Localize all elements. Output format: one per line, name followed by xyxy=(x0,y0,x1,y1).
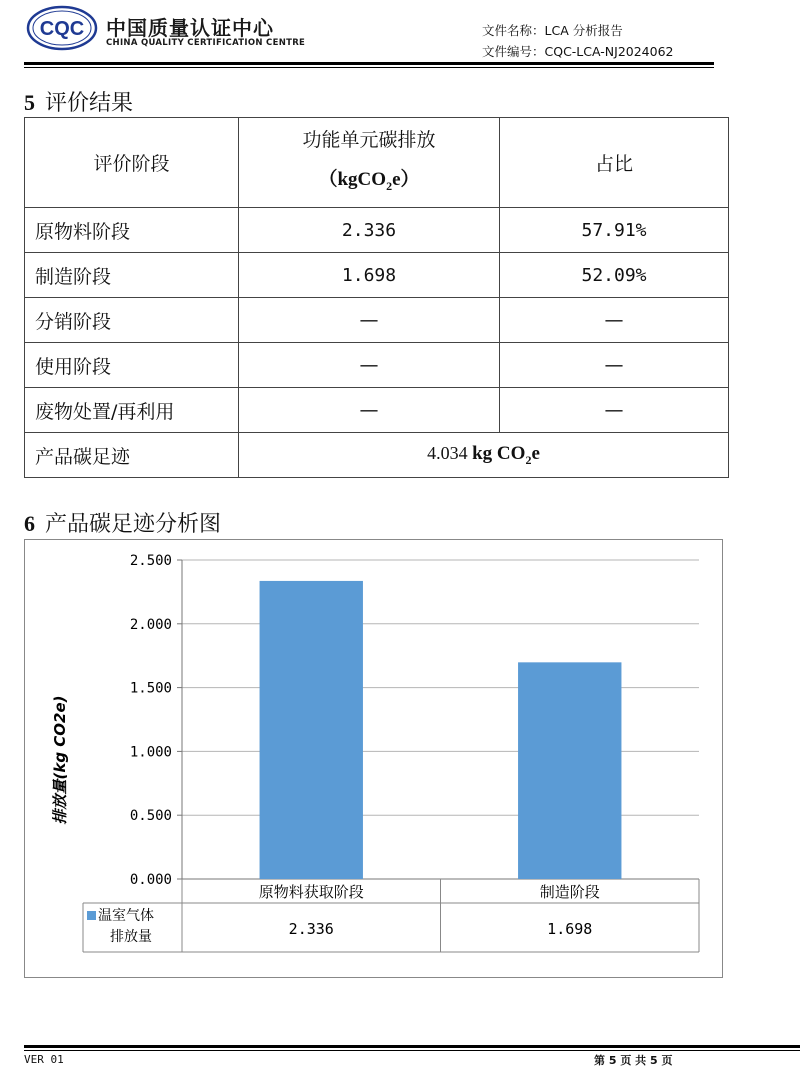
header-share: 占比 xyxy=(500,118,729,208)
table-header-row xyxy=(25,118,729,208)
table-row xyxy=(25,343,729,388)
legend-swatch xyxy=(87,911,96,920)
x-category-label: 制造阶段 xyxy=(539,883,600,901)
x-category-label: 原物料获取阶段 xyxy=(258,883,364,901)
row-share: 52.09% xyxy=(500,253,729,298)
y-tick-label: 2.500 xyxy=(129,553,172,569)
footer-rule-thin xyxy=(24,1050,800,1051)
org-name-en: CHINA QUALITY CERTIFICATION CENTRE xyxy=(106,38,306,48)
y-tick-label: 0.500 xyxy=(129,808,172,825)
row-share: — xyxy=(500,298,729,343)
row-stage: 制造阶段 xyxy=(25,253,239,298)
row-emission: — xyxy=(239,343,500,388)
cqc-logo xyxy=(26,5,98,51)
header-emission xyxy=(239,118,500,208)
section-number: 6 xyxy=(24,511,35,536)
table-row xyxy=(25,298,729,343)
section-title: 评价结果 xyxy=(45,91,134,116)
table-row xyxy=(25,208,729,253)
row-emission: — xyxy=(239,388,500,433)
header-emission-unit: （kgCO$_2$e） xyxy=(318,168,420,193)
header-stage: 评价阶段 xyxy=(25,118,239,208)
legend-label-line2: 排放量 xyxy=(110,929,152,945)
section-number: 5 xyxy=(24,90,35,115)
bar xyxy=(518,662,621,879)
row-share: 57.91% xyxy=(500,208,729,253)
row-share: — xyxy=(500,388,729,433)
total-label: 产品碳足迹 xyxy=(25,433,239,478)
org-name-cn: 中国质量认证中心 xyxy=(106,16,274,40)
y-tick-label: 1.500 xyxy=(129,680,172,697)
row-emission: 2.336 xyxy=(239,208,500,253)
table-total-row xyxy=(25,433,729,478)
chart-svg xyxy=(25,540,722,977)
doc-name: 文件名称：LCA 分析报告 xyxy=(482,23,623,38)
y-axis-label: 排放量(kg CO2e) xyxy=(51,695,69,825)
total-value: 4.034 kg $CO_2e$ xyxy=(239,433,729,478)
section-6-heading xyxy=(24,507,221,538)
footer-rule xyxy=(24,1045,800,1048)
row-stage: 使用阶段 xyxy=(25,343,239,388)
row-stage: 分销阶段 xyxy=(25,298,239,343)
y-tick-label: 2.000 xyxy=(129,616,172,633)
row-stage: 废物处置/再利用 xyxy=(25,388,239,433)
data-value-label: 1.698 xyxy=(547,920,593,938)
row-stage: 原物料阶段 xyxy=(25,208,239,253)
results-table xyxy=(24,117,729,478)
table-row xyxy=(25,388,729,433)
row-emission: 1.698 xyxy=(239,253,500,298)
section-5-heading xyxy=(24,86,133,117)
page-number: 第 5 页 共 5 页 xyxy=(594,1054,673,1067)
row-share: — xyxy=(500,343,729,388)
data-value-label: 2.336 xyxy=(288,920,334,938)
emissions-bar-chart xyxy=(24,539,723,978)
row-emission: — xyxy=(239,298,500,343)
legend-label-line1: 温室气体 xyxy=(98,908,154,924)
header-rule xyxy=(24,62,714,65)
header-emission-line1: 功能单元碳排放 xyxy=(302,128,436,151)
y-tick-label: 1.000 xyxy=(129,744,172,761)
section-title: 产品碳足迹分析图 xyxy=(45,512,222,537)
header-rule-thin xyxy=(24,67,714,68)
bar xyxy=(260,581,363,879)
doc-number: 文件编号：CQC-LCA-NJ2024062 xyxy=(482,44,674,59)
table-row xyxy=(25,253,729,298)
y-tick-label: 0.000 xyxy=(129,872,172,888)
version-label: VER 01 xyxy=(24,1053,64,1066)
svg-text:CQC: CQC xyxy=(39,18,85,40)
